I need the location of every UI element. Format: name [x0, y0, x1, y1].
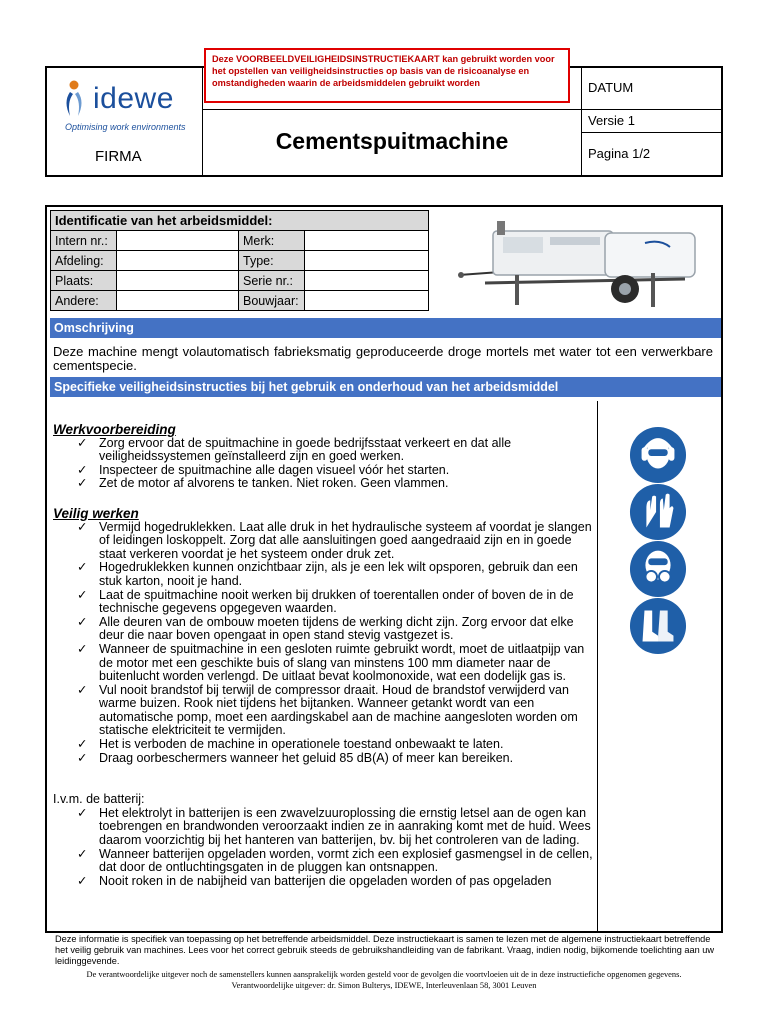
firma-label: FIRMA	[95, 148, 142, 165]
list-item: ✓ Wanneer de spuitmachine in een gesloten ruimte gebruikt wordt, moet de uitlaatpijp van de motor met een geschikte buis of slang van minstens 100 mm diameter naar de buitenlucht worden verlengd. De uitlaat bevat koolmonoxide, wat een dodelijk gas is.	[53, 643, 593, 684]
field-value[interactable]	[305, 251, 429, 271]
section-title-preparation: Werkvoorbereiding	[53, 422, 176, 437]
battery-title: I.v.m. de batterij:	[53, 792, 145, 807]
list-item: ✓ Zet de motor af alvorens te tanken. Niet roken. Geen vlammen.	[53, 477, 593, 491]
example-notice: Deze VOORBEELDVEILIGHEIDSINSTRUCTIEKAART kan gebruikt worden voor het opstellen van veiligheidsinstructies op basis van de risicoanalyse en omstandigheden waarin de arbeidsmiddelen gebruikt worden	[204, 48, 570, 103]
list-item: ✓ Nooit roken in de nabijheid van batterijen die opgeladen worden of pas opgeladen	[53, 875, 593, 889]
footer-legal	[0, 970, 768, 992]
field-label: Type:	[239, 251, 305, 271]
gloves-icon	[629, 483, 687, 541]
list-item: ✓ Vul nooit brandstof bij terwijl de compressor draait. Houd de brandstof verwijderd van warme buizen. Rook niet tijdens het bijtanken. Wanneer getankt wordt van een automatische pomp, moet een aardingskabel aan de machine aangesloten worden om statische elektriciteit te vermijden.	[53, 684, 593, 738]
instructions-content	[53, 407, 593, 888]
field-label: Intern nr.:	[51, 231, 117, 251]
document-title: Cementspuitmachine	[275, 128, 509, 154]
field-value[interactable]	[117, 231, 239, 251]
icons-column-divider	[597, 401, 598, 931]
logo-tagline: Optimising work environments	[65, 122, 186, 132]
field-value[interactable]	[305, 271, 429, 291]
datum-label: DATUM	[588, 80, 634, 95]
idewe-logo	[61, 76, 201, 146]
footer-liability: De verantwoordelijke uitgever noch de samenstellers kunnen aansprakelijk worden gesteld voor de gevolgen die voortvloeien uit de in deze instructiefiche opgenomen gegevens.	[86, 970, 682, 979]
field-label: Bouwjaar:	[239, 291, 305, 311]
field-value[interactable]	[305, 231, 429, 251]
list-item: ✓ Het elektrolyt in batterijen is een zwavelzuuroplossing die ernstig letsel aan de ogen kan toebrengen en brandwonden veroorzaakt indien ze in aanraking komt met de huid. Wees daarom voorzichtig bij het hanteren van batterijen, bv. bij het controleren van de lading.	[53, 807, 593, 848]
pagina-label: Pagina 1/2	[588, 146, 651, 161]
versie-label: Versie 1	[588, 113, 635, 128]
description-heading: Omschrijving	[50, 318, 722, 338]
face-and-ear-protection-icon	[629, 426, 687, 484]
list-item: ✓ Wanneer batterijen opgeladen worden, vormt zich een explosief gasmengsel in de cellen, dat door de ontluchtingsgaten in de pluggen kan ontsnappen.	[53, 848, 593, 875]
field-label: Merk:	[239, 231, 305, 251]
instructions-heading: Specifieke veiligheidsinstructies bij het gebruik en onderhoud van het arbeidsmiddel	[50, 377, 722, 397]
footer-disclaimer: Deze informatie is specifiek van toepassing op het betreffende arbeidsmiddel. Deze instructiekaart is samen te lezen met de algemene instructiekaart betreffende het veilig gebruik van machines. Lees voor het correct gebruik steeds de gebruikshandleiding van de fabrikant. Vraag, indien nodig, bijkomende toelichting aan uw leidinggevende.	[55, 934, 715, 967]
section-title-safe-work: Veilig werken	[53, 505, 139, 521]
list-item: ✓ Het is verboden de machine in operationele toestand onbewaakt te laten.	[53, 738, 593, 752]
list-item: ✓ Vermijd hogedruklekken. Laat alle druk in het hydraulische systeem af voordat je slangen of leidingen loskoppelt. Zorg dat alle aansluitingen goed aangedraaid zijn en in goede staat verkeren voordat je het systeem onder druk zet.	[53, 521, 593, 562]
field-label: Serie nr.:	[239, 271, 305, 291]
machine-photo	[455, 213, 703, 313]
field-value[interactable]	[117, 271, 239, 291]
main-card	[45, 205, 723, 933]
list-item: ✓ Draag oorbeschermers wanneer het geluid 85 dB(A) of meer kan bereiken.	[53, 752, 593, 766]
description-text: Deze machine mengt volautomatisch fabrieksmatig geproduceerde droge mortels met water tot een verwerkbare cementspecie.	[53, 344, 713, 373]
safety-boots-icon	[629, 597, 687, 655]
field-label: Plaats:	[51, 271, 117, 291]
logo-text: idewe	[93, 82, 174, 115]
list-item: ✓ Hogedruklekken kunnen onzichtbaar zijn, als je een lek wilt opsporen, gebruik dan een stuk karton, nooit je hand.	[53, 561, 593, 588]
respirator-mask-icon	[629, 540, 687, 598]
field-label: Afdeling:	[51, 251, 117, 271]
field-label: Andere:	[51, 291, 117, 311]
idewe-logo-icon	[61, 80, 91, 122]
field-value[interactable]	[117, 291, 239, 311]
list-item: ✓ Inspecteer de spuitmachine alle dagen visueel vóór het starten.	[53, 464, 593, 478]
list-item: ✓ Laat de spuitmachine nooit werken bij drukken of toerentallen onder of boven de in de technische gegevens opgegeven waarden.	[53, 589, 593, 616]
list-item: ✓ Alle deuren van de ombouw moeten tijdens de werking dicht zijn. Zorg ervoor dat elke deur die naar boven opengaat in open stand stevig vastgezet is.	[53, 616, 593, 643]
list-item: ✓ Zorg ervoor dat de spuitmachine in goede bedrijfsstaat verkeert en dat alle veiligheidssystemen geïnstalleerd zijn en goed werken.	[53, 437, 593, 464]
preparation-list	[53, 437, 593, 491]
identification-table	[50, 210, 429, 311]
battery-list	[53, 807, 593, 889]
identification-heading: Identificatie van het arbeidsmiddel:	[51, 211, 429, 231]
field-value[interactable]	[117, 251, 239, 271]
safe-work-list	[53, 521, 593, 766]
footer-publisher: Verantwoordelijke uitgever: dr. Simon Bulterys, IDEWE, Interleuvenlaan 58, 3001 Leuven	[231, 980, 537, 990]
field-value[interactable]	[305, 291, 429, 311]
